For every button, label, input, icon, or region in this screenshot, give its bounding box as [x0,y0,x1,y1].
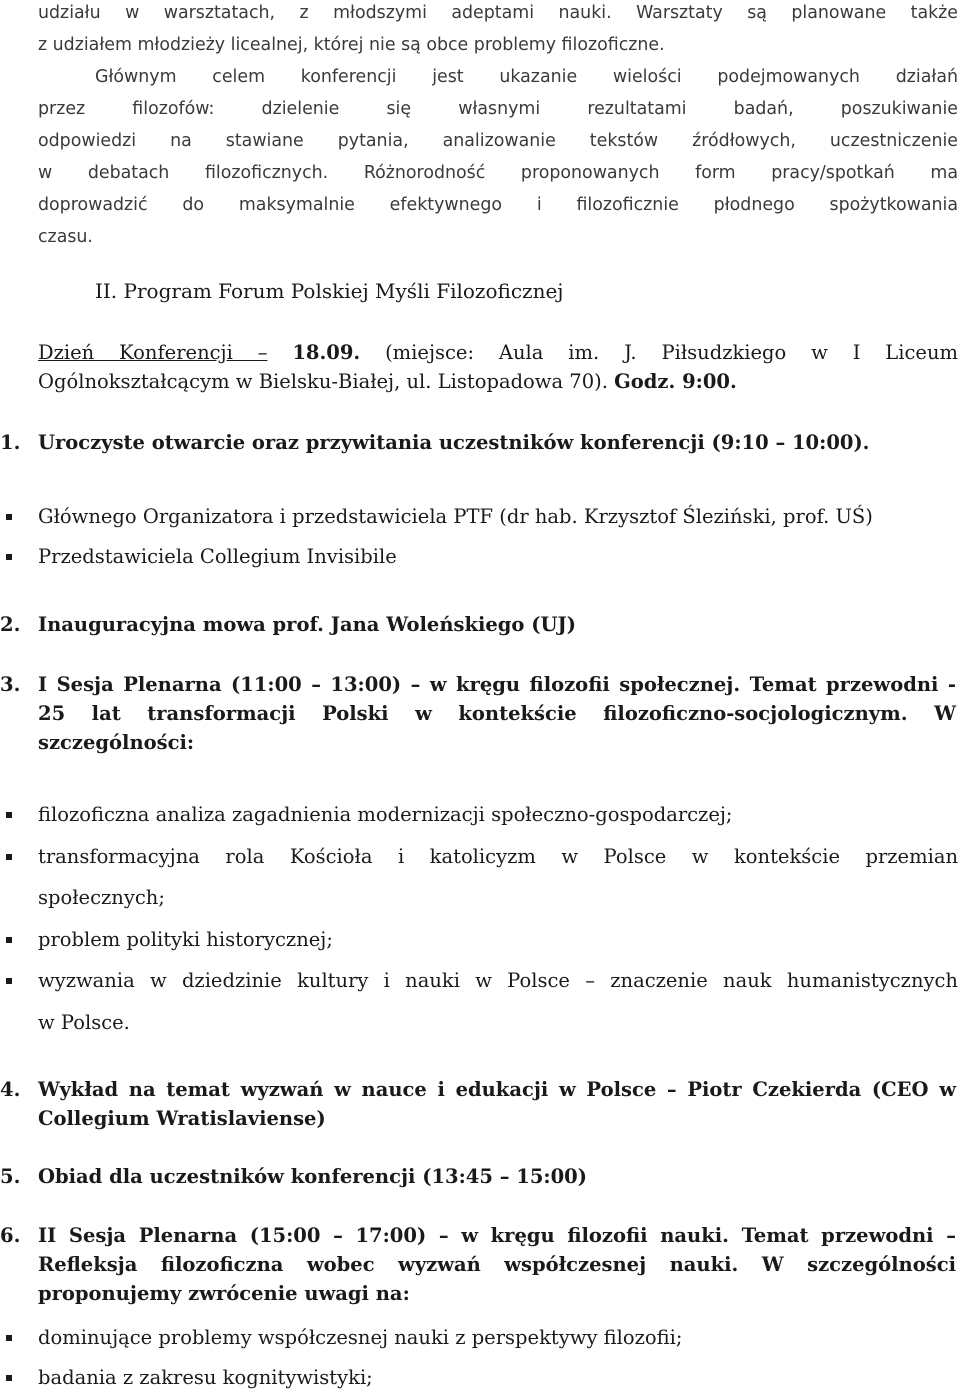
day-date: 18.09. [292,341,361,364]
item-2-number: 2. [0,613,21,636]
bullet-text: dominujące problemy współczesnej nauki z perspektywy filozofii; [38,1326,683,1349]
item-6-line-1 [38,1224,956,1247]
item-5-text: Obiad dla uczestników konferencji (13:45 – 15:00) [38,1165,587,1188]
bullet-text: transformacyjna rola Kościoła i katolicyzm w Polsce w kontekście przemian [38,845,958,868]
intro-line-6b: Różnorodność proponowanych form pracy/spotkań ma [363,163,959,183]
day-place-2: Ogólnokształcącym w Bielsku-Białej, ul. Listopadowa 70). [38,370,608,393]
day-time: Godz. 9:00. [614,370,737,393]
item-6-title: II Sesja Plenarna (15:00 – 17:00) – w kręgu filozofii nauki. [38,1224,729,1247]
item-3-line-2: 25 lat transformacji Polski w kontekście filozoficzno-socjologicznym. W [38,702,956,725]
item-3-topic-label: Temat przewodni - [749,673,957,696]
item-6-topic-label: Temat przewodni – [741,1224,956,1247]
item-6-line-3: proponujemy zwrócenie uwagi na: [38,1282,410,1305]
intro-line-1: udziału w warsztatach, z młodszymi adeptami nauki. Warsztaty są planowane także [38,3,958,23]
bullet-icon [6,1375,12,1381]
bullet-text: problem polityki historycznej; [38,928,333,951]
bullet-icon [6,1335,12,1341]
item-3-title: I Sesja Plenarna (11:00 – 13:00) – w kręgu filozofii społecznej. [38,673,741,696]
item-6-line-2: Refleksja filozoficzna wobec wyzwań współczesnej nauki. W szczególności [38,1253,956,1276]
item-4-number: 4. [0,1078,21,1101]
day-place-1: (miejsce: Aula im. J. Piłsudzkiego w I Liceum [385,341,958,364]
day-line-1 [38,341,958,364]
bullet-continuation: w Polsce. [38,1011,130,1034]
intro-line-6a: w debatach filozoficznych. [38,163,329,183]
bullet-text: Głównego Organizatora i przedstawiciela PTF (dr hab. Krzysztof Śleziński, prof. UŚ) [38,505,873,528]
item-3-line-1 [38,673,956,696]
bullet-icon [6,514,12,520]
intro-line-8: czasu. [38,227,93,247]
intro-line-3: Głównym celem konferencji jest ukazanie wielości podejmowanych działań [95,67,958,87]
intro-line-7: doprowadzić do maksymalnie efektywnego i filozoficznie płodnego spożytkowania [38,195,958,215]
item-1-text: Uroczyste otwarcie oraz przywitania uczestników konferencji (9:10 – 10:00). [38,431,870,454]
intro-line-2: z udziałem młodzieży licealnej, której nie są obce problemy filozoficzne. [38,35,665,55]
bullet-text: Przedstawiciela Collegium Invisibile [38,545,397,568]
day-label: Dzień Konferencji – [38,341,268,364]
bullet-text: wyzwania w dziedzinie kultury i nauki w Polsce – znaczenie nauk humanistycznych [38,969,958,992]
item-4-line-2: Collegium Wratislaviense) [38,1107,326,1130]
bullet-icon [6,812,12,818]
item-5-number: 5. [0,1165,21,1188]
intro-line-6 [38,163,958,184]
intro-line-5: odpowiedzi na stawiane pytania, analizowanie tekstów źródłowych, uczestniczenie [38,131,958,151]
item-3-number: 3. [0,673,21,696]
item-2-text: Inauguracyjna mowa prof. Jana Woleńskiego (UJ) [38,613,576,636]
item-4-line-1: Wykład na temat wyzwań w nauce i edukacji w Polsce – Piotr Czekierda (CEO w [38,1078,956,1101]
item-6-number: 6. [0,1224,21,1247]
bullet-continuation: społecznych; [38,886,165,909]
section-title: II. Program Forum Polskiej Myśli Filozoficznej [95,279,564,303]
bullet-icon [6,554,12,560]
item-1-number: 1. [0,431,21,454]
bullet-text: badania z zakresu kognitywistyki; [38,1366,373,1389]
item-3-line-3: szczególności: [38,731,195,754]
bullet-icon [6,978,12,984]
bullet-text: filozoficzna analiza zagadnienia modernizacji społeczno-gospodarczej; [38,803,733,826]
intro-line-4: przez filozofów: dzielenie się własnymi rezultatami badań, poszukiwanie [38,99,958,119]
bullet-icon [6,937,12,943]
day-line-2 [38,370,958,393]
bullet-icon [6,854,12,860]
